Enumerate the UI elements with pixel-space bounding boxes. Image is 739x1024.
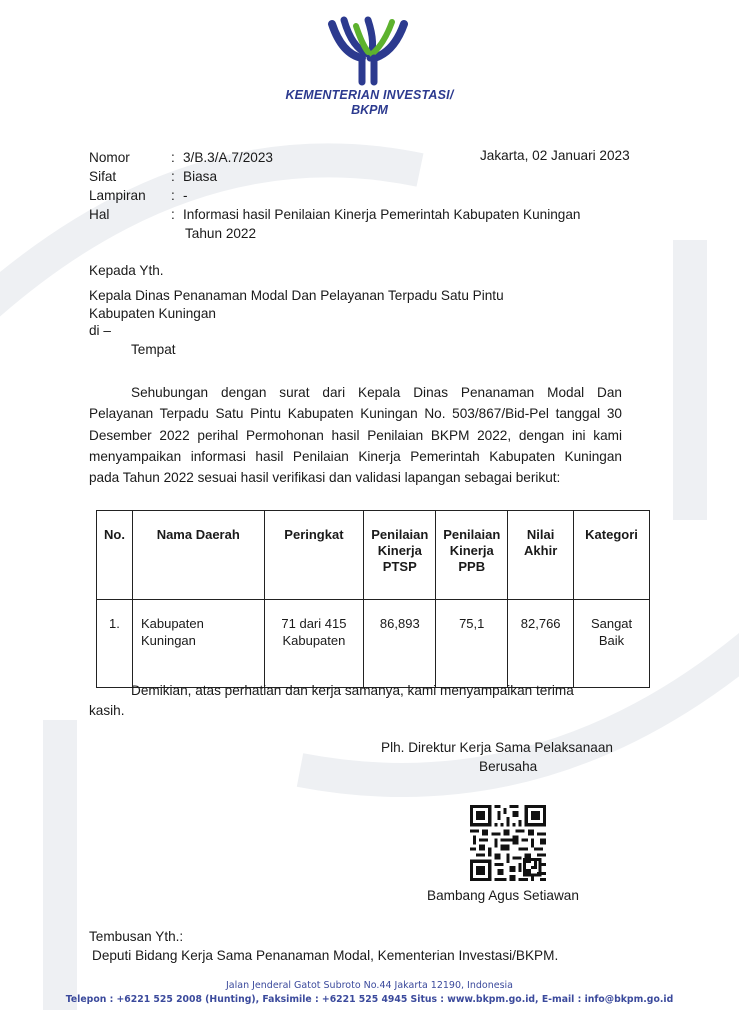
body-line: Desember 2022 perihal Permohonan hasil Penilaian BKPM 2022, dengan ini kami [89,427,622,443]
colon: : [171,150,175,165]
cell-nilai-akhir: 82,766 [508,600,574,688]
header-kategori: Kategori [574,511,650,600]
body-paragraph [89,382,622,488]
salutation: Kepada Yth. [89,263,164,278]
cell-line: Baik [598,633,625,648]
body-line: Sehubungan dengan surat dari Kepala Dinas Penanaman Modal Dan [131,385,622,400]
nomor-label: Nomor [89,150,130,165]
body-line: Pelayanan Terpadu Satu Pintu Kabupaten Kuningan No. 503/867/Bid-Pel tanggal 30 [89,406,622,422]
tembusan-label: Tembusan Yth.: [89,929,184,944]
table-row [97,600,650,688]
hal-value-line2: Tahun 2022 [185,226,257,241]
qr-code-icon [470,805,546,881]
signer-title-line2: Berusaha [479,759,538,774]
recipient-line1: Kepala Dinas Penanaman Modal Dan Pelayanan Terpadu Satu Pintu [89,288,504,303]
header-penilaian-ptsp [364,511,436,600]
bkpm-logo-icon [322,14,414,86]
lampiran-value: - [183,188,188,203]
header-nilai-akhir [508,511,574,600]
colon: : [171,169,175,184]
header-nama-daerah: Nama Daerah [132,511,264,600]
cell-line: Kuningan [140,633,196,648]
sifat-label: Sifat [89,169,117,184]
cell-ppb: 75,1 [436,600,508,688]
header-peringkat: Peringkat [264,511,364,600]
cell-nama-daerah [132,600,264,688]
header-line: PTSP [382,559,417,574]
header-line: Nilai [526,527,555,542]
cell-no: 1. [97,600,133,688]
header-line: Akhir [524,543,558,558]
cell-line: 71 dari 415 [281,616,347,631]
recipient-place: Tempat [131,342,176,357]
header-line: Penilaian [371,527,429,542]
letter-date: Jakarta, 02 Januari 2023 [480,148,630,163]
colon: : [171,188,175,203]
assessment-table [96,510,650,688]
signer-title-line1: Plh. Direktur Kerja Sama Pelaksanaan [381,740,613,755]
recipient-line2: Kabupaten Kuningan [89,306,216,321]
header-line: Penilaian [443,527,501,542]
tembusan-recipient: Deputi Bidang Kerja Sama Penanaman Modal, Kementerian Investasi/BKPM. [92,948,559,963]
body-line: menyampaikan informasi hasil Penilaian Kinerja Pemerintah Kabupaten Kuningan [89,448,622,464]
header-penilaian-ppb [436,511,508,600]
closing-line1: Demikian, atas perhatian dan kerja samanya, kami menyampaikan terima [131,683,574,698]
header-no: No. [97,511,133,600]
header-line: Kinerja [377,543,422,558]
header-line: PPB [458,559,486,574]
cell-line: Kabupaten [282,633,346,648]
footer-address: Jalan Jenderal Gatot Subroto No.44 Jakarta 12190, Indonesia [226,980,513,991]
cell-line: Sangat [590,616,633,631]
lampiran-label: Lampiran [89,188,146,203]
footer-contacts: Telepon : +6221 525 2008 (Hunting), Faksimile : +6221 525 4945 Situs : www.bkpm.go.id, E-mail : info@bkpm.go.id [65,994,674,1005]
colon: : [171,207,175,222]
closing-line2: kasih. [89,703,125,718]
recipient-di: di – [89,323,111,338]
cell-ptsp: 86,893 [364,600,436,688]
brand-name: KEMENTERIAN INVESTASI/ [285,88,454,102]
header-line: Kinerja [449,543,494,558]
body-line: pada Tahun 2022 sesuai hasil verifikasi dan validasi lapangan sebagai berikut: [89,470,561,486]
sifat-value: Biasa [183,169,218,184]
hal-label: Hal [89,207,110,222]
table-header-row [97,511,650,600]
signer-name: Bambang Agus Setiawan [427,888,579,903]
nomor-value: 3/B.3/A.7/2023 [183,150,273,165]
hal-value: Informasi hasil Penilaian Kinerja Pemerintah Kabupaten Kuningan [183,207,581,222]
cell-line: Kabupaten [140,616,204,631]
brand-abbreviation: BKPM [351,103,388,117]
cell-peringkat [264,600,364,688]
cell-kategori [574,600,650,688]
